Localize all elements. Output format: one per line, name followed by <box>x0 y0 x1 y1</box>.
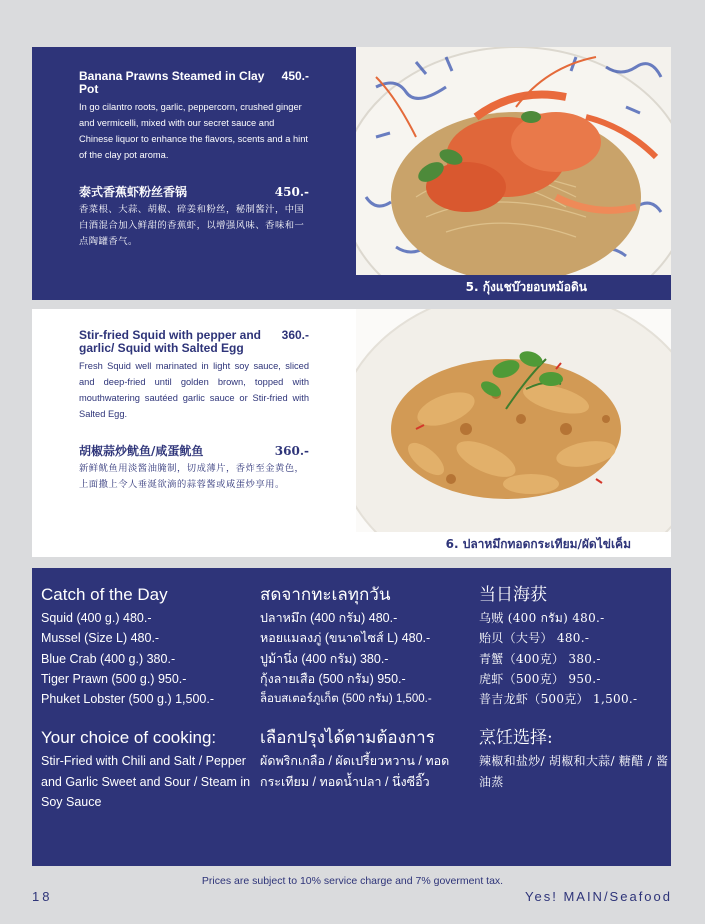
catch-item: Tiger Prawn (500 g.) 950.- <box>41 671 187 686</box>
catch-item: Squid (400 g.) 480.- <box>41 611 152 625</box>
catch-heading: สดจากทะเลทุกวัน <box>260 585 391 604</box>
catch-of-the-day-panel <box>32 568 671 866</box>
catch-item: Phuket Lobster (500 g.) 1,500.- <box>41 692 215 707</box>
dish-price-chinese: 450.- <box>274 185 309 199</box>
dish-title-text: Stir-fried Squid with pepper and garlic/ Squid with Salted Egg <box>79 328 262 355</box>
cooking-options: Stir-Fried with Chili and Salt / Pepper and Garlic Sweet and Sour / Steam in Soy Sauce <box>41 754 251 810</box>
dish-title-text: Banana Prawns Steamed in Clay Pot <box>79 69 265 96</box>
dish-price: 450.- <box>281 69 309 83</box>
footer-note: Prices are subject to 10% service charge and 7% goverment tax. <box>201 875 504 887</box>
cooking-heading: Your choice of cooking: <box>41 728 217 748</box>
dish-photo-squid <box>356 309 671 532</box>
catch-item: 乌贼 (400 กรัม) 480.- <box>479 611 605 625</box>
catch-item: 虎虾（500克） 950.- <box>479 671 601 686</box>
dish-title-chinese-text: 胡椒蒜炒鱿鱼/咸蛋鱿鱼 <box>79 444 204 458</box>
dish-photo-banana-prawns <box>356 47 671 275</box>
dish-description: Fresh Squid well marinated in light soy sauce, sliced and deep-fried until golden brown, topped with mouthwatering sautéed garlic sauce or Stir-fried with Salted Egg. <box>79 361 309 419</box>
dish-price-chinese: 360.- <box>274 444 309 458</box>
catch-item: กุ้งลายเสือ (500 กรัม) 950.- <box>260 671 406 686</box>
page-number: 18 <box>32 889 53 904</box>
dish-title <box>79 329 309 355</box>
dish-text-column <box>79 329 309 493</box>
catch-item: ล็อบสเตอร์ภูเก็ต (500 กรัม) 1,500.- <box>260 693 432 706</box>
dish-description-chinese: 香菜根、大蒜、胡椒、碎姜和粉丝，秘制酱汁，中国白酒混合加入鲜甜的香蕉虾，以增强风味、香味和一点陶罐香气。 <box>79 204 305 247</box>
dish-title-chinese <box>79 185 309 199</box>
dish-title-chinese <box>79 444 309 458</box>
catch-item: Mussel (Size L) 480.- <box>41 631 160 646</box>
catch-item: ปลาหมึก (400 กรัม) 480.- <box>260 611 398 625</box>
catch-item: ปูม้านึ่ง (400 กรัม) 380.- <box>260 651 389 666</box>
catch-column-thai <box>260 584 475 792</box>
catch-item: Blue Crab (400 g.) 380.- <box>41 651 176 666</box>
dish-title-chinese-text: 泰式香蕉虾粉丝香锅 <box>79 185 188 199</box>
cooking-heading: เลือกปรุงได้ตามต้องการ <box>260 728 435 748</box>
catch-column-english <box>41 584 251 812</box>
catch-heading: Catch of the Day <box>41 585 168 604</box>
dish-panel-banana-prawns <box>32 47 671 300</box>
section-name: Yes! MAIN/Seafood <box>525 889 672 904</box>
dish-caption-thai: 6. ปลาหมึกทอดกระเทียม/ผัดไข่เค็ม <box>356 532 671 557</box>
dish-price: 360.- <box>281 328 309 342</box>
catch-item: หอยแมลงภู่ (ขนาดไซส์ L) 480.- <box>260 631 431 646</box>
cooking-options: ผัดพริกเกลือ / ผัดเปรี้ยวหวาน / ทอดกระเทียม / ทอดน้ำปลา / นึ่งซีอิ๊ว <box>260 754 450 789</box>
catch-item: 青蟹（400克） 380.- <box>479 651 601 666</box>
dish-description: In go cilantro roots, garlic, peppercorn, crushed ginger and vermicelli, mixed with our secret sauce and Chinese liquor to enhance the flavors, scents and a hint of the clay pot aroma. <box>79 102 308 160</box>
catch-column-chinese <box>479 584 669 792</box>
dish-title <box>79 70 309 96</box>
cooking-options: 辣椒和盐炒/ 胡椒和大蒜/ 糖醋 / 酱油蒸 <box>479 754 669 789</box>
catch-item: 普吉龙虾（500克） 1,500.- <box>479 692 638 707</box>
cooking-heading: 烹饪选择: <box>479 728 553 749</box>
catch-heading: 当日海获 <box>479 585 547 605</box>
dish-panel-squid <box>32 309 671 557</box>
dish-description-chinese: 新鲜鱿鱼用淡酱油腌制，切成薄片，香炸至金黄色，上面撒上令人垂涎欲滴的蒜蓉酱或咸蛋炒享用。 <box>79 463 305 490</box>
dish-text-column <box>79 70 309 250</box>
dish-caption-thai: 5. กุ้งแชบ๊วยอบหม้อดิน <box>356 275 671 300</box>
catch-item: 贻贝（大号） 480.- <box>479 631 590 646</box>
